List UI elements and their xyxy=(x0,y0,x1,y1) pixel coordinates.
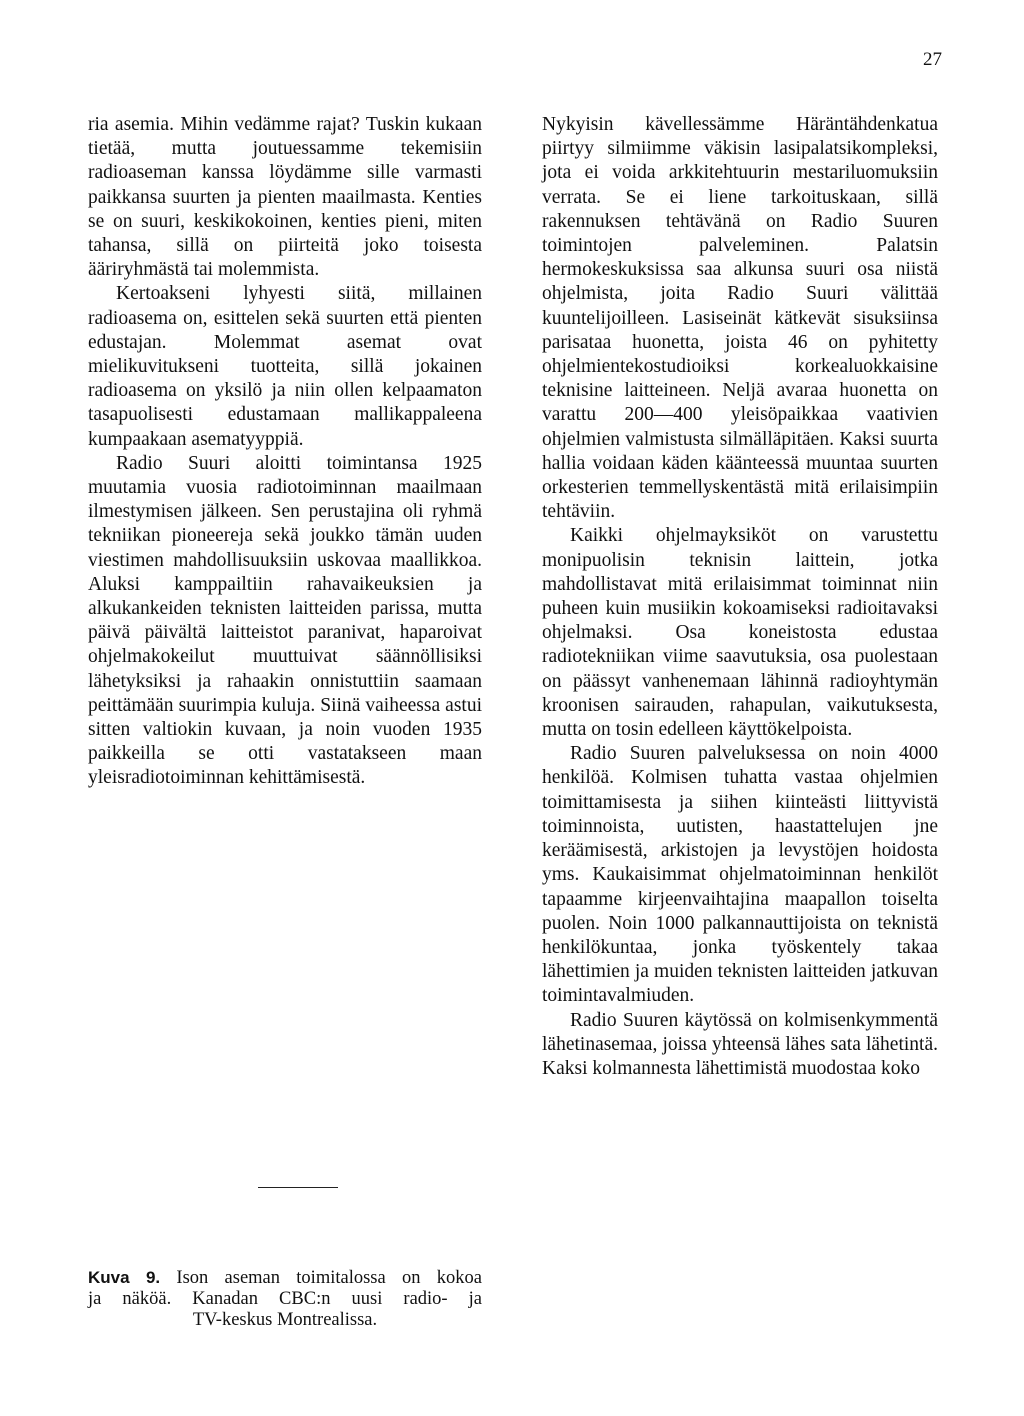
right-text-column xyxy=(542,113,938,1081)
right-paragraph-1: Nykyisin kävellessämme Häräntähdenkatua piirtyy silmiimme väkisin lasipalatsikompleksi, jota ei voida arkkitehtuurin mestariluomuksiin verrata. Se ei liene tarkoituskaan, sillä rakennuksen tehtävänä on Radio Suuren toimintojen palveleminen. Palatsin hermokeskuksissa saa alkunsa suuri osa niistä ohjelmista, joita Radio Suuri välittää kuuntelijoilleen. Lasiseinät kätkevät sisuksiinsa parisataa huonetta, joista 46 on pyhitetty ohjelmientekostudioiksi korkealuokkaisine teknisine laitteineen. Neljä avaraa huonetta on varattu 200—400 yleisöpaikkaa vaativien ohjelmien valmistusta silmälläpitäen. Kaksi suurta hallia voidaan käden käänteessä muuntaa suurten orkesterien temmellyskentästä mitä erilaisimpiin tehtäviin. xyxy=(542,114,938,523)
left-paragraph-1: ria asemia. Mihin vedämme rajat? Tuskin kukaan tietää, mutta joutuessamme tekemisiin radioaseman kanssa löydämme sille varmasti paikkansa suurten ja pienten maailmasta. Kenties se on suuri, keskikokoinen, kenties pieni, miten tahansa, sillä on piirteitä joko toisesta ääriryhmästä tai molemmista. xyxy=(88,114,482,281)
caption-line-3: TV-keskus Montrealissa. xyxy=(192,1310,378,1330)
caption-text-1: Ison aseman toimitalossa on kokoa xyxy=(176,1268,482,1288)
right-paragraph-4: Radio Suuren käytössä on kolmisenkymmentä lähetinasemaa, joissa yhteensä lähes sata lähetintä. Kaksi kolmannesta lähettimistä muodostaa koko xyxy=(542,1009,938,1079)
figure-caption xyxy=(88,1267,482,1331)
caption-separator-rule xyxy=(258,1187,338,1188)
caption-line-2: ja näköä. Kanadan CBC:n uusi radio- ja xyxy=(88,1289,482,1309)
right-paragraph-2: Kaikki ohjelmayksiköt on varustettu monipuolisin teknisin laittein, jotka mahdollistavat mitä erilaisimmat toiminnat niin puheen kuin musiikin kokoamiseksi radioitavaksi ohjelmaksi. Osa koneistosta edustaa radiotekniikan viime saavutuksia, osa puolestaan on päässyt vanhenemaan lähinnä radioyhtymän kroonisen sairauden, rahapulan, vaikutuksesta, mutta on tosin edelleen käyttökelpoista. xyxy=(542,525,938,741)
right-paragraph-3: Radio Suuren palveluksessa on noin 4000 henkilöä. Kolmisen tuhatta vastaa ohjelmien toimittamisesta ja siihen kiinteästi liittyvistä toiminnoista, uutisten, haastattelujen jne keräämisestä, arkistojen ja levystöjen hoidosta yms. Kaukaisimmat ohjelmatoiminnan henkilöt tapaamme kirjeenvaihtajina maapallon toiselta puolen. Noin 1000 palkannauttijoista on teknistä henkilökuntaa, jonka työskentely takaa lähettimien ja muiden teknisten laitteiden jatkuvan toimintavalmiuden. xyxy=(542,743,938,1007)
caption-line-1 xyxy=(88,1267,482,1289)
left-paragraph-2: Kertoakseni lyhyesti siitä, millainen radioasema on, esittelen sekä suurten että pienten edustajan. Molemmat asemat ovat mielikuvitukseni tuotteita, sillä jokainen radioasema on yksilö ja niin ollen kelpaamaton tasapuolisesti edustamaan mallikappaleena kumpaakaan asematyyppiä. xyxy=(88,283,482,450)
left-text-column xyxy=(88,113,482,791)
caption-label: Kuva 9. xyxy=(88,1268,161,1287)
left-paragraph-3: Radio Suuri aloitti toimintansa 1925 muutamia vuosia radiotoiminnan maailmaan ilmestymisen jälkeen. Sen perustajina oli ryhmä tekniikan pioneereja sekä joukko tämän uuden viestimen mahdollisuuksiin uskovaa maallikkoa. Aluksi kamppailtiin rahavaikeuksien ja alkukankeiden teknisten laitteiden parissa, mutta päivä päivältä laitteistot paranivat, haparoivat ohjelmakokeilut muuttuivat säännöllisiksi lähetyksiksi ja rahaakin onnistuttiin saamaan peittämään suurimpia kuluja. Siinä vaiheessa astui sitten valtiokin kuvaan, ja noin vuoden 1935 paikkeilla se otti vastatakseen maan yleisradiotoiminnan kehittämisestä. xyxy=(88,452,482,789)
page-number: 27 xyxy=(923,49,942,70)
